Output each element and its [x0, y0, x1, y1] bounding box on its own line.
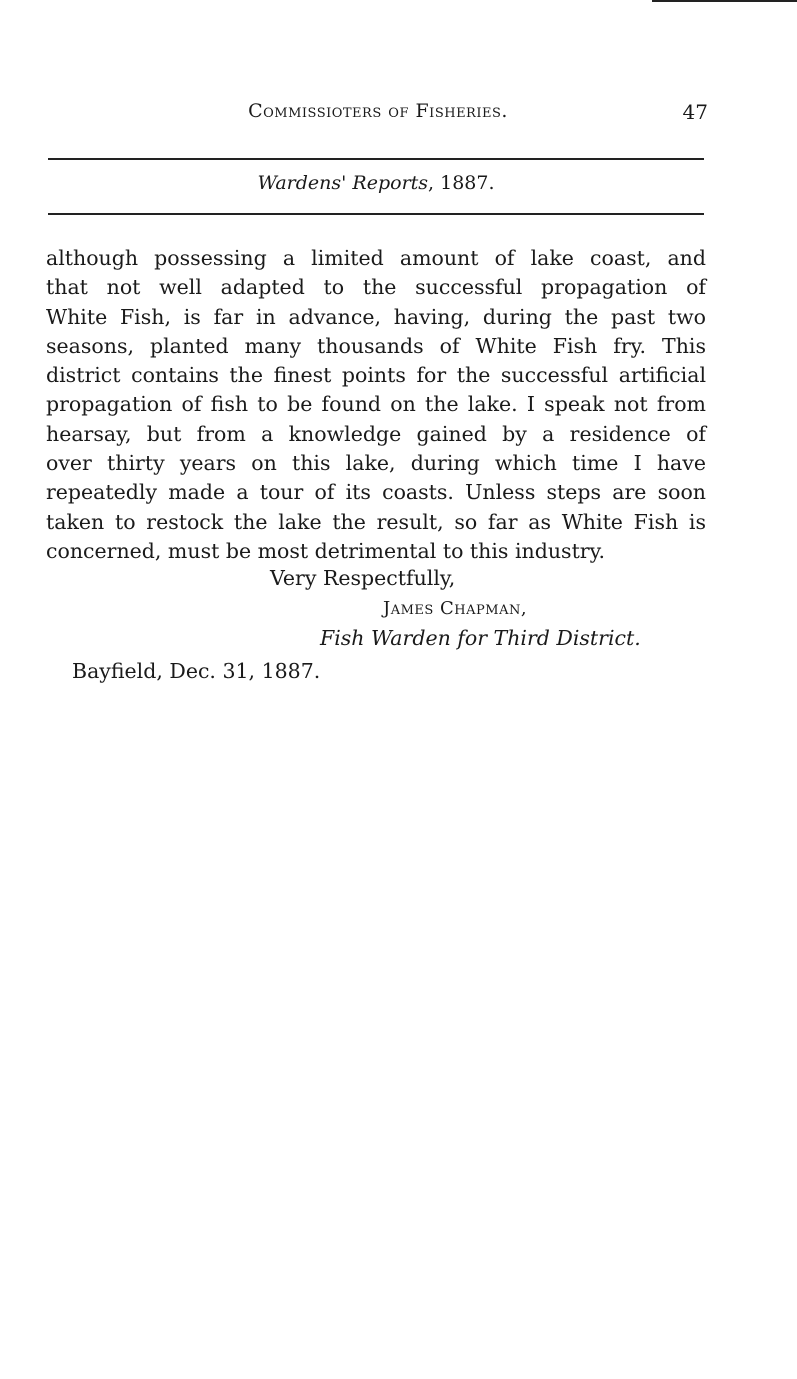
header-rule-top [48, 158, 704, 160]
text-line: White Fish, is far in advance, having, during the past two [46, 304, 706, 329]
section-heading [48, 172, 704, 194]
text-line: repeatedly made a tour of its coasts. Unless steps are soon [46, 480, 706, 505]
page-number: 47 [682, 100, 708, 124]
text-line: district contains the finest points for the successful artificial [46, 363, 706, 388]
text-line: hearsay, but from a knowledge gained by a residence of [46, 421, 706, 446]
page-edge-rule [652, 0, 797, 2]
text-line: taken to restock the lake the result, so far as White Fish is [46, 509, 706, 534]
section-title: Wardens' Reports [257, 172, 429, 194]
signer-name: James Chapman, [383, 598, 528, 619]
text-line: over thirty years on this lake, during which time I have [46, 451, 706, 476]
running-title: Commissioters of Fisheries. [248, 100, 508, 122]
text-line: propagation of fish to be found on the lake. I speak not from [46, 392, 706, 417]
text-line: concerned, must be most detrimental to this industry. [46, 538, 605, 563]
body-paragraph [46, 244, 706, 566]
text-line: that not well adapted to the successful propagation of [46, 275, 706, 300]
header-rule-bottom [48, 213, 704, 215]
text-line: although possessing a limited amount of lake coast, and [46, 246, 706, 270]
section-year: , 1887. [428, 172, 495, 194]
dateline: Bayfield, Dec. 31, 1887. [72, 659, 321, 683]
signer-title: Fish Warden for Third District. [320, 626, 641, 650]
running-head [48, 100, 708, 130]
closing-salutation: Very Respectfully, [270, 566, 456, 590]
text-line: seasons, planted many thousands of White Fish fry. This [46, 333, 706, 358]
